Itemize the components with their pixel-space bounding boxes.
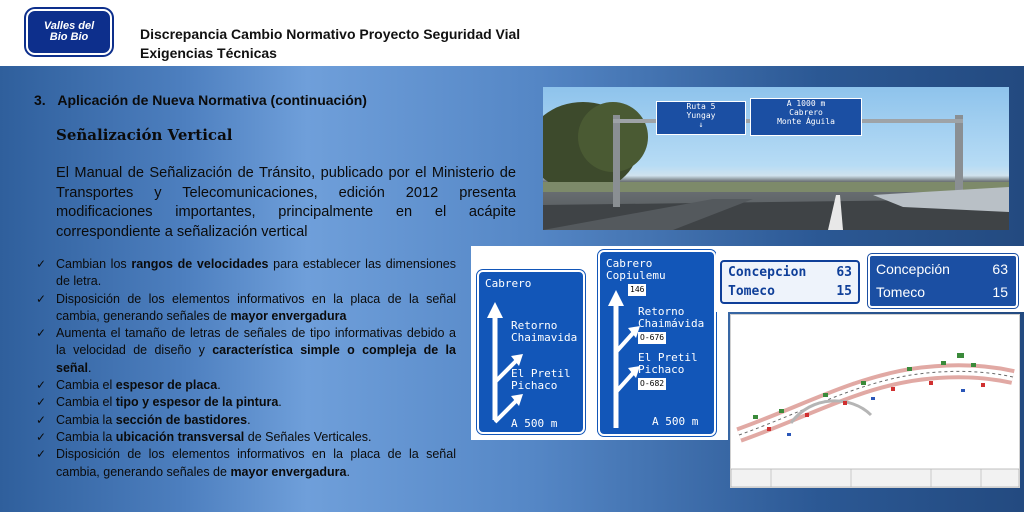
- destination-sign-old: Concepcion 63 Tomeco 15: [720, 260, 860, 304]
- guide-sign-comparison: [471, 246, 728, 440]
- road-plan-diagram: [731, 315, 1019, 487]
- bullet-item: ✓ Cambia la ubicación transversal de Señales Verticales.: [36, 429, 456, 446]
- branch-arrow-icon: [479, 272, 583, 432]
- signage-plan-drawing: [730, 314, 1020, 488]
- company-logo: [26, 9, 112, 55]
- arrow-down-icon: ↓: [698, 120, 704, 129]
- checkmark-icon: ✓: [36, 447, 47, 462]
- overhead-sign-right: A 1000 m Cabrero Monte Águila: [750, 98, 862, 136]
- highway-photo: [543, 87, 1009, 230]
- slide-header: [0, 0, 1024, 66]
- slide-title: [140, 25, 520, 63]
- checkmark-icon: ✓: [36, 429, 47, 444]
- subtitle: Señalización Vertical: [56, 126, 233, 144]
- checkmark-icon: ✓: [36, 395, 47, 410]
- slide-title-line-2: Exigencias Técnicas: [140, 45, 277, 61]
- road-number-plate: O-676: [640, 333, 665, 342]
- section-heading: [34, 92, 367, 108]
- checkmark-icon: ✓: [36, 326, 47, 341]
- destination-sign-new: Concepción 63 Tomeco 15: [868, 254, 1018, 308]
- bullet-list: [36, 256, 456, 481]
- checkmark-icon: ✓: [36, 257, 47, 271]
- bullet-item: ✓ Cambia el espesor de placa.: [36, 377, 456, 394]
- overhead-sign-left: Ruta 5 Yungay ↓: [656, 101, 746, 135]
- slide-title-line-1: Discrepancia Cambio Normativo Proyecto Seguridad Vial: [140, 26, 521, 42]
- bullet-item: ✓ Disposición de los elementos informativos en la placa de la señal cambia, generando señales de mayor envergadura: [36, 291, 456, 323]
- bullet-item: ✓ Disposición de los elementos informativos en la placa de la señal cambia, generando señales de mayor envergadura.: [36, 447, 456, 479]
- logo-line-2: Bio Bio: [49, 31, 89, 43]
- destination-sign-comparison: [716, 246, 1024, 312]
- checkmark-icon: ✓: [36, 291, 47, 306]
- bullet-item: ✓ Cambian los rangos de velocidades para establecer las dimensiones de letra.: [36, 257, 456, 289]
- road-number-plate: O-682: [640, 379, 665, 388]
- bullet-item: ✓ Cambia el tipo y espesor de la pintura.: [36, 394, 456, 411]
- guide-sign-new: Cabrero Copiulemu 146 Retorno Chaimávida O-676 El Pretil Pichaco O-682 A 500 m: [598, 250, 716, 436]
- intro-paragraph: El Manual de Señalización de Tránsito, publicado por el Ministerio de Transportes y Telecomunicaciones, edición 2012 presenta modificaciones importantes, principalmente en el acápite correspondiente a señalización vertical: [56, 165, 516, 240]
- checkmark-icon: ✓: [36, 412, 47, 427]
- section-number: 3.: [34, 92, 46, 108]
- bullet-item: ✓ Cambia la sección de bastidores.: [36, 412, 456, 429]
- section-label: Aplicación de Nueva Normativa (continuación): [57, 92, 367, 108]
- bullet-item: ✓ Aumenta el tamaño de letras de señales de tipo informativas debido a la velocidad de diseño y característica simple o compleja de la señal.: [36, 326, 456, 375]
- logo-line-1: Valles del: [43, 20, 95, 32]
- guide-sign-old: Cabrero Retorno Chaimavida El Pretil Pichaco A 500 m: [477, 270, 585, 434]
- checkmark-icon: ✓: [36, 378, 47, 393]
- route-shield: 146: [630, 285, 645, 294]
